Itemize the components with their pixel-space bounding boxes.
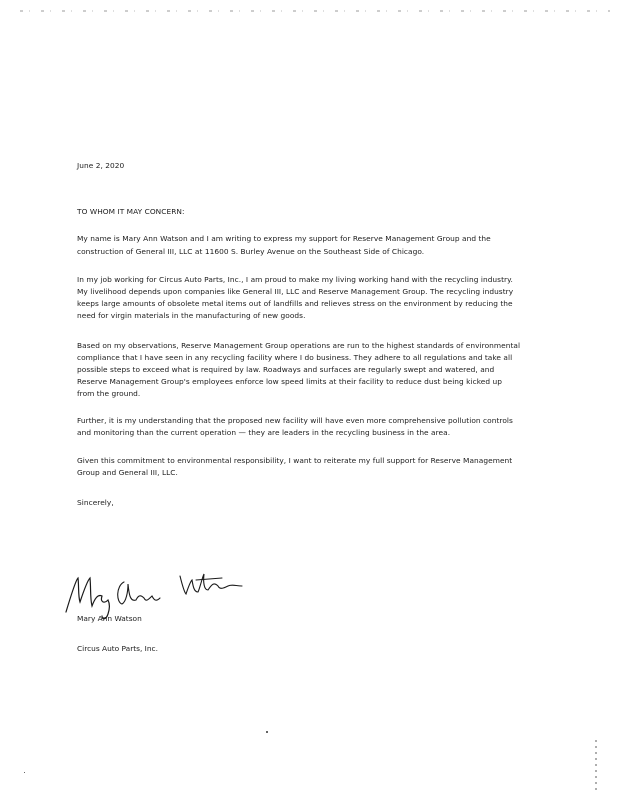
letter-date: June 2, 2020 (77, 161, 125, 170)
letter-body (77, 160, 521, 510)
paragraph-observations: Based on my observations, Reserve Management Group operations are run to the highest standards of environmental compliance that I have seen in any recycling facility where I do business. They adhere to all regulations and take all possible steps to exceed what is required by law. Roadways and surfaces are regularly swept and watered, and Reserve Management Group's employees enforce low speed limits at their facility to reduce dust being kicked up from the ground. (77, 340, 521, 399)
scan-speck (266, 731, 268, 733)
scan-speck (24, 772, 25, 773)
paragraph-intro: My name is Mary Ann Watson and I am writing to express my support for Reserve Management Group and the construction of General III, LLC at 11600 S. Burley Avenue on the Southeast Side of Chicago. (77, 234, 491, 256)
signer-company: Circus Auto Parts, Inc. (77, 644, 158, 653)
paragraph-new-facility: Further, it is my understanding that the proposed new facility will have even more comprehensive pollution controls and monitoring than the current operation — they are leaders in the recycling business in the area. (77, 415, 513, 437)
closing: Sincerely, (77, 498, 114, 508)
scan-artifact-top (20, 10, 610, 12)
scan-artifact-right (595, 740, 597, 790)
handwritten-signature (52, 562, 252, 622)
paragraph-support: Given this commitment to environmental responsibility, I want to reiterate my full support for Reserve Management Group and General III, LLC. (77, 456, 513, 478)
salutation: TO WHOM IT MAY CONCERN: (77, 207, 185, 217)
paragraph-job: In my job working for Circus Auto Parts, Inc., I am proud to make my living working hand with the recycling industry. My livelihood depends upon companies like General III, LLC and Reserve Management Group. The recycling industry keeps large amounts of obsolete metal items out of landfills and relieves stress on the environment by reducing the need for virgin materials in the manufacturing of new goods. (77, 274, 514, 321)
signer-name: Mary Ann Watson (77, 614, 142, 623)
